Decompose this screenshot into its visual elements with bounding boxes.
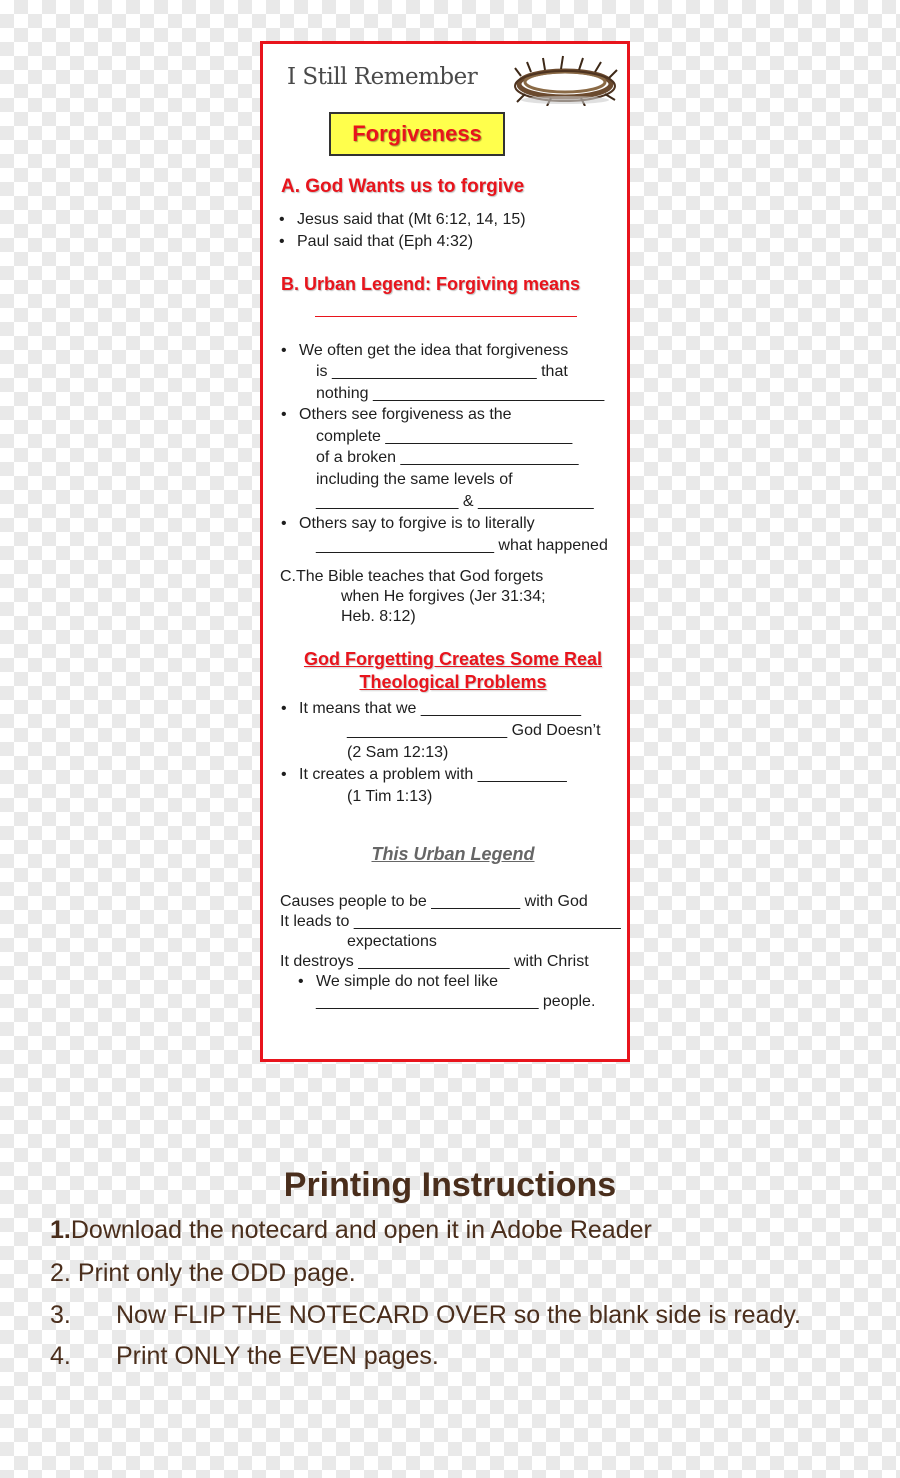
section-b-line: ____________________ what happened [316, 537, 608, 554]
section-b-blank-line [315, 316, 577, 317]
section-b-line: is _______________________ that [316, 363, 568, 380]
topic-box: Forgiveness [329, 112, 505, 156]
section-b-line: nothing __________________________ [316, 385, 605, 402]
urban-legend-line: • We simple do not feel like [316, 973, 498, 991]
urban-legend-line: expectations [347, 933, 437, 950]
step-text: Download the notecard and open it in Adobe Reader [70, 1216, 652, 1244]
section-a-bullet: • Jesus said that (Mt 6:12, 14, 15) [297, 211, 526, 229]
step-text: Now FLIP THE NOTECARD OVER so the blank side is ready. [116, 1301, 801, 1329]
step-number: 4. [50, 1342, 71, 1370]
step-number: 2. [50, 1259, 71, 1287]
printing-step [50, 1342, 71, 1371]
problems-heading: Theological Problems [359, 672, 547, 692]
notecard-title: I Still Remember [287, 64, 478, 90]
urban-legend-line: Causes people to be __________ with God [280, 893, 588, 910]
section-c-line: when He forgives (Jer 31:34; [341, 588, 546, 605]
section-b-line: ________________ & _____________ [316, 493, 594, 510]
problems-heading: God Forgetting Creates Some Real [303, 649, 603, 669]
section-a-bullet: • Paul said that (Eph 4:32) [297, 233, 473, 251]
problems-line: __________________ God Doesn’t [347, 722, 601, 739]
problems-line: • It creates a problem with __________ [299, 766, 567, 784]
section-b-line: • We often get the idea that forgiveness [299, 342, 568, 360]
step-number: 1. [50, 1216, 71, 1244]
step-number: 3. [50, 1301, 71, 1329]
section-b-heading: B. Urban Legend: Forgiving means [281, 274, 581, 294]
problems-line: (2 Sam 12:13) [347, 744, 449, 761]
notecard [260, 41, 630, 1062]
urban-legend-line: It destroys _________________ with Christ [280, 953, 589, 970]
urban-legend-line: _________________________ people. [316, 993, 596, 1010]
section-b-line: • Others see forgiveness as the [299, 406, 512, 424]
section-b-line: • Others say to forgive is to literally [299, 515, 535, 533]
printing-step [50, 1301, 71, 1330]
printing-step [50, 1259, 356, 1288]
step-text: Print ONLY the EVEN pages. [116, 1342, 439, 1370]
urban-legend-heading: This Urban Legend [371, 844, 535, 864]
urban-legend-line: It leads to ______________________________ [280, 913, 621, 930]
problems-line: (1 Tim 1:13) [347, 788, 433, 805]
printing-instructions-title: Printing Instructions [283, 1166, 617, 1204]
section-a-heading: A. God Wants us to forgive [281, 176, 525, 197]
section-b-line: including the same levels of [316, 471, 513, 488]
section-b-line: of a broken ____________________ [316, 449, 579, 466]
crown-of-thorns-image [511, 54, 619, 106]
printing-step [50, 1216, 652, 1245]
section-c-line: Heb. 8:12) [341, 608, 416, 625]
step-text: Print only the ODD page. [77, 1259, 356, 1287]
problems-line: • It means that we __________________ [299, 700, 581, 718]
section-c-line: C.The Bible teaches that God forgets [280, 568, 544, 585]
section-b-line: complete _____________________ [316, 428, 573, 445]
